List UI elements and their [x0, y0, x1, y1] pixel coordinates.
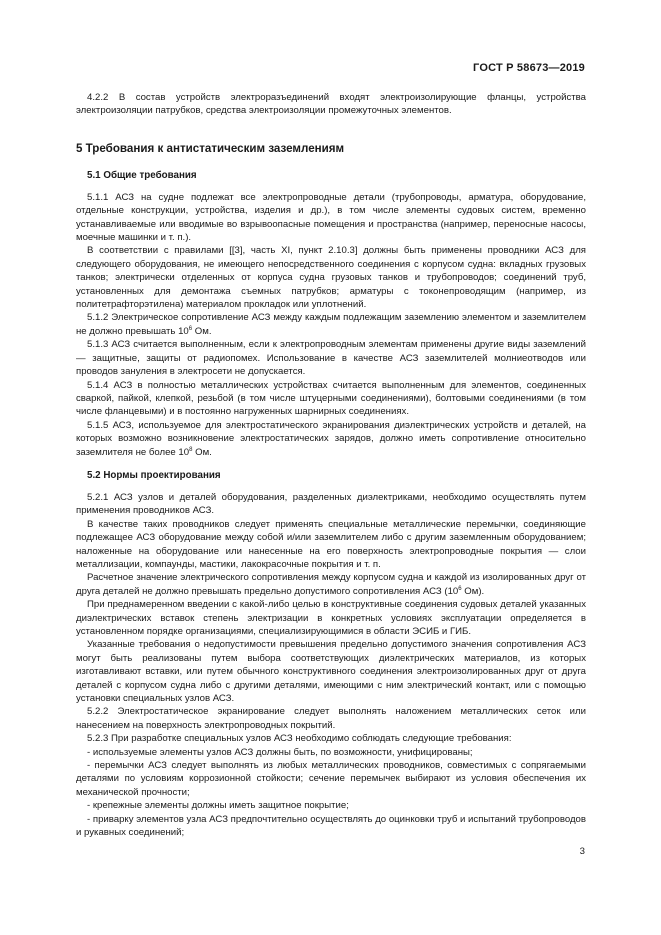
paragraph-5-2-1-b: В качестве таких проводников следует применять специальные металлические перемычки, соединяющие подлежащее АСЗ оборудование между собой и/или заземлителем либо с другим заземленным оборудованием; наложенные на оборудование или нанесенные на его поверхность электропроводные покрытия — слои металлизации, компаунды, мастики, лакокрасочные покрытия и т. п.: [76, 518, 586, 570]
paragraph-5-2-1-c-exponent: 6: [458, 585, 462, 592]
paragraph-5-1-2-unit: Ом.: [192, 325, 212, 337]
paragraph-5-1-4: 5.1.4 АСЗ в полностью металлических устройствах считается выполненным для элементов, соединенных сваркой, пайкой, клепкой, резьбой (в том числе штуцерными соединениями), болтовыми соединениями (в том числе фланцевыми) и в постоянно нагруженных шарнирных соединениях.: [76, 379, 586, 418]
section-5-title: 5 Требования к антистатическим заземлениям: [76, 141, 345, 155]
paragraph-5-1-5-unit: Ом.: [192, 446, 212, 458]
paragraph-5-2-2: 5.2.2 Электростатическое экранирование следует выполнять наложением металлических сеток или нанесением на поверхность электропроводных покрытий.: [76, 706, 586, 731]
paragraph-4-2-2: 4.2.2 В состав устройств электроразъединений входят электроизолирующие фланцы, устройства электроизоляции патрубков, средства электроизоляции промежуточных элементов.: [76, 92, 586, 117]
paragraph-5-1-1-b: В соответствии с правилами [[3], часть XI, пункт 2.10.3] должны быть применены проводники АСЗ для следующего оборудования, не имеющего непосредственного соединения с корпусом судна: вкладных грузовых танков; электрически отделенных от корпуса судна грузовых танков и трубопроводов; соединений труб, установленных для демонтажа съемных патрубков; арматуры с токонепроводящим (например, из политетрафторэтилена) материалом прокладок или уплотнений.: [76, 245, 586, 311]
paragraph-5-1-2-text: 5.1.2 Электрическое сопротивление АСЗ между каждым подлежащим заземлению элементом и заземлителем не должно превышать 10: [76, 312, 586, 337]
paragraph-5-1-2: [76, 311, 586, 338]
paragraph-5-1-1: 5.1.1 АСЗ на судне подлежат все электропроводные детали (трубопроводы, арматура, оборудование, отдельные конструкции, устройства, изделия и др.), в том числе элементы судовых систем, временно устанавливаемые или вводимые во взрывоопасные помещения и пространства (например, переносные насосы, моечные машинки и т. п.).: [76, 191, 586, 244]
paragraph-5-2-1-c-unit: Ом).: [461, 585, 485, 597]
subsection-5-1-title: 5.1 Общие требования: [87, 169, 197, 181]
paragraph-5-1-5: [76, 419, 586, 459]
paragraph-5-1-5-exponent: 8: [189, 446, 193, 453]
paragraph-5-1-2-exponent: 6: [188, 325, 193, 332]
page-number: 3: [579, 846, 585, 857]
subsection-5-2-title: 5.2 Нормы проектирования: [87, 469, 221, 481]
paragraph-5-2-1-c: [76, 571, 586, 598]
paragraph-5-2-1-e: Указанные требования о недопустимости превышения предельно допустимого значения сопротивления АСЗ могут быть реализованы путем выбора соответствующих диэлектрических материалов, из которых изготавливают вставки, или путем обычного конструктивного соединения электроизолированных друг от друга деталей с корпусом судна либо с другими деталями, имеющими с ним электрический контакт, или с помощью установки специальных узлов АСЗ.: [76, 639, 586, 705]
paragraph-5-1-3: 5.1.3 АСЗ считается выполненным, если к электропроводным элементам применены другие виды заземлений — защитные, защиты от радиопомех. Использование в качестве АСЗ заземлителей молниеотводов или проводов зануления в электросети не допускается.: [76, 339, 586, 378]
list-item: - приварку элементов узла АСЗ предпочтительно осуществлять до оцинковки труб и испытаний трубопроводов и рукавных соединений;: [76, 813, 586, 839]
paragraph-5-2-3: 5.2.3 При разработке специальных узлов АСЗ необходимо соблюдать следующие требования:: [87, 733, 512, 745]
document-body: [76, 91, 586, 840]
list-item: - перемычки АСЗ следует выполнять из любых металлических проводников, совместимых с сопрягаемыми деталями по условиям коррозионной стойкости; сечение перемычек выбирают из условия обеспечения их механической прочности;: [76, 760, 586, 798]
list-item: - крепежные элементы должны иметь защитное покрытие;: [87, 800, 349, 812]
paragraph-5-2-1-c-text: Расчетное значение электрического сопротивления между корпусом судна и каждой из изолированных друг от друга деталей не должно превышать предельно допустимого сопротивления АСЗ (10: [76, 572, 586, 597]
paragraph-5-2-1: 5.2.1 АСЗ узлов и деталей оборудования, разделенных диэлектриками, необходимо осуществлять путем применения проводников АСЗ.: [76, 491, 586, 517]
list-item: - используемые элементы узлов АСЗ должны быть, по возможности, унифицированы;: [87, 746, 473, 758]
paragraph-5-1-5-text: 5.1.5 АСЗ, используемое для электростатического экранирования диэлектрических устройств и деталей, на которых возможно возникновение электростатических зарядов, должно иметь сопротивление относительно заземлителя не более 10: [76, 419, 586, 458]
paragraph-5-2-1-d: При преднамеренном введении с какой-либо целью в конструктивные соединения судовых деталей указанных диэлектрических вставок степень электризации в конкретных условиях эксплуатации определяется в установленном порядке организациями, специализирующимися в области ЭСИБ и ГИБ.: [76, 599, 586, 637]
document-code: ГОСТ Р 58673—2019: [473, 62, 585, 74]
